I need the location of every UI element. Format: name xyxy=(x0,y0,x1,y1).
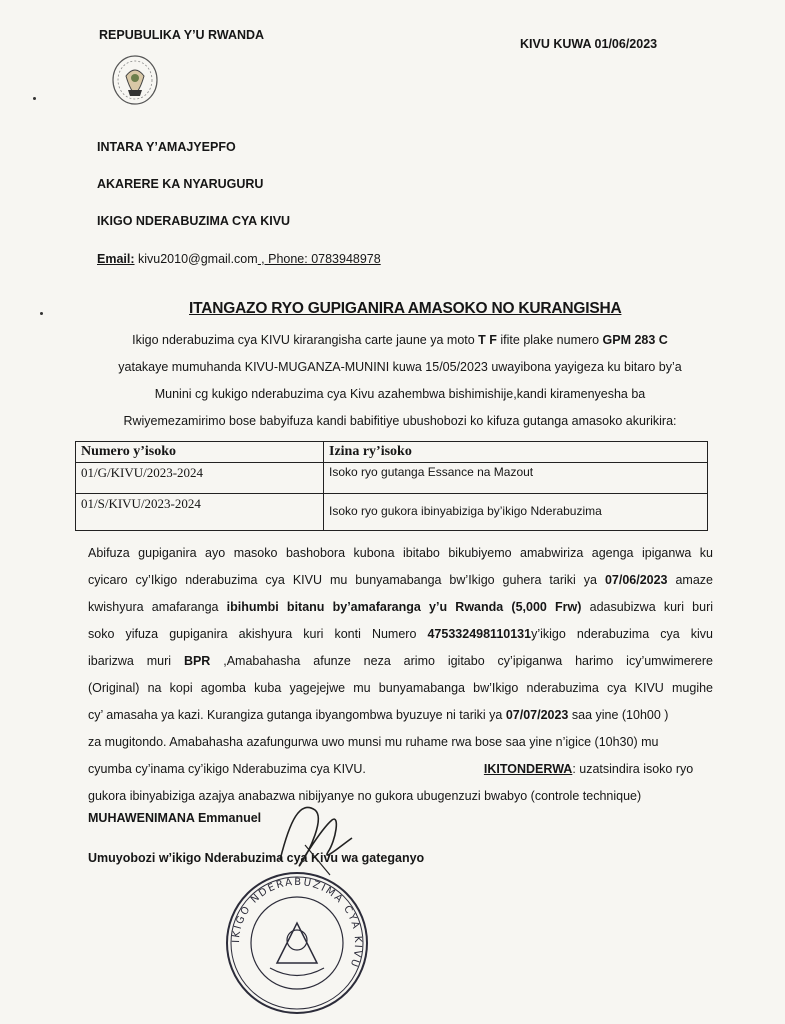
phone-number: , Phone: 0783948978 xyxy=(257,252,381,266)
intro-line: Munini cg kukigo nderabuzima cya Kivu azahembwa bishimishije,kandi kiramenyesha ba xyxy=(154,387,646,401)
body-line: za mugitondo. Amabahasha azafungurwa uwo munsi mu ruhame rwa bose saa yine n’igice (10h30) mu xyxy=(88,735,659,749)
body-line: (Original) na kopi agomba kuba yagejejwe mu bunyamabanga bw’Ikigo nderabuzima cya KIVU mugihe xyxy=(88,681,713,695)
email-label: Email: xyxy=(97,252,135,266)
table-row xyxy=(76,494,708,531)
scan-speck xyxy=(40,312,43,315)
body-line: cyicaro cy’Ikigo nderabuzima cya KIVU mu bunyamabanga bw’Ikigo guhera tariki ya 07/06/2023 amaze xyxy=(88,573,713,587)
tender-number: 01/S/KIVU/2023-2024 xyxy=(76,494,324,531)
place-date: KIVU KUWA 01/06/2023 xyxy=(520,37,658,51)
body-line: ibarizwa muri BPR ,Amabahasha afunze neza arimo igitabo cy’ipiganwa harimo icy’umwimerere xyxy=(88,654,713,668)
signatory-role: Umuyobozi w’ikigo Nderabuzima cya Kivu wa gateganyo xyxy=(88,851,425,865)
district: AKARERE KA NYARUGURU xyxy=(97,177,264,191)
signatory-name: MUHAWENIMANA Emmanuel xyxy=(88,811,262,825)
official-stamp xyxy=(222,868,372,1018)
body-line: Abifuza gupiganira ayo masoko bashobora kubona ibitabo bikubiyemo amabwiriza agenga ipiganwa ku xyxy=(88,546,713,560)
tender-name: Isoko ryo gukora ibinyabiziga by’ikigo Nderabuzima xyxy=(324,494,708,531)
body-line: soko yifuza gupiganira akishyura kuri konti Numero 475332498110131y’ikigo nderabuzima cya kivu xyxy=(88,627,713,641)
table-header-row xyxy=(76,442,708,463)
handwritten-signature xyxy=(270,790,360,880)
scan-speck xyxy=(33,97,36,100)
column-header-name: Izina ry’isoko xyxy=(324,442,708,463)
body-line: cy’ amasaha ya kazi. Kurangiza gutanga ibyangombwa byuzuye ni tariki ya 07/07/2023 saa yine (10h00 ) xyxy=(88,708,669,722)
column-header-number: Numero y’isoko xyxy=(76,442,324,463)
notice-title: ITANGAZO RYO GUPIGANIRA AMASOKO NO KURANGISHA xyxy=(189,300,622,317)
intro-line: yatakaye mumuhanda KIVU-MUGANZA-MUNINI kuwa 15/05/2023 uwayibona yayigeza ku bitaro by’a xyxy=(118,360,682,374)
tender-name: Isoko ryo gutanga Essance na Mazout xyxy=(324,463,708,494)
intro-line: Ikigo nderabuzima cya KIVU kirarangisha carte jaune ya moto T F ifite plake numero GPM 283 C xyxy=(132,333,668,347)
institution: IKIGO NDERABUZIMA CYA KIVU xyxy=(97,214,291,228)
republic-heading: REPUBULIKA Y’U RWANDA xyxy=(99,28,265,42)
svg-text:IKIGO NDERABUZIMA CYA KIVU: IKIGO NDERABUZIMA CYA KIVU xyxy=(230,876,364,970)
notice-intro xyxy=(80,327,720,435)
province: INTARA Y’AMAJYEPFO xyxy=(97,140,236,154)
body-line: kwishyura amafaranga ibihumbi bitanu by’amafaranga y’u Rwanda (5,000 Frw) adasubizwa kuri buri xyxy=(88,600,714,614)
tenders-table xyxy=(75,441,708,531)
notice-body xyxy=(88,540,713,810)
table-row xyxy=(76,463,708,494)
contact-line xyxy=(97,252,381,266)
email-address: kivu2010@gmail.com xyxy=(134,252,258,266)
body-line: gukora ibinyabiziga azajya anabazwa nibijyanye no gukora ubugenzuzi bwabyo (controle technique) xyxy=(88,789,642,803)
intro-line: Rwiyemezamirimo bose babyifuza kandi babifitiye ubushobozi ko kifuza gutanga amasoko akurikira: xyxy=(123,414,677,428)
body-line: cyumba cy’inama cy’ikigo Nderabuzima cya KIVU. IKITONDERWA: uzatsindira isoko ryo xyxy=(88,762,694,776)
tender-number: 01/G/KIVU/2023-2024 xyxy=(76,463,324,494)
rwanda-emblem xyxy=(108,50,162,108)
